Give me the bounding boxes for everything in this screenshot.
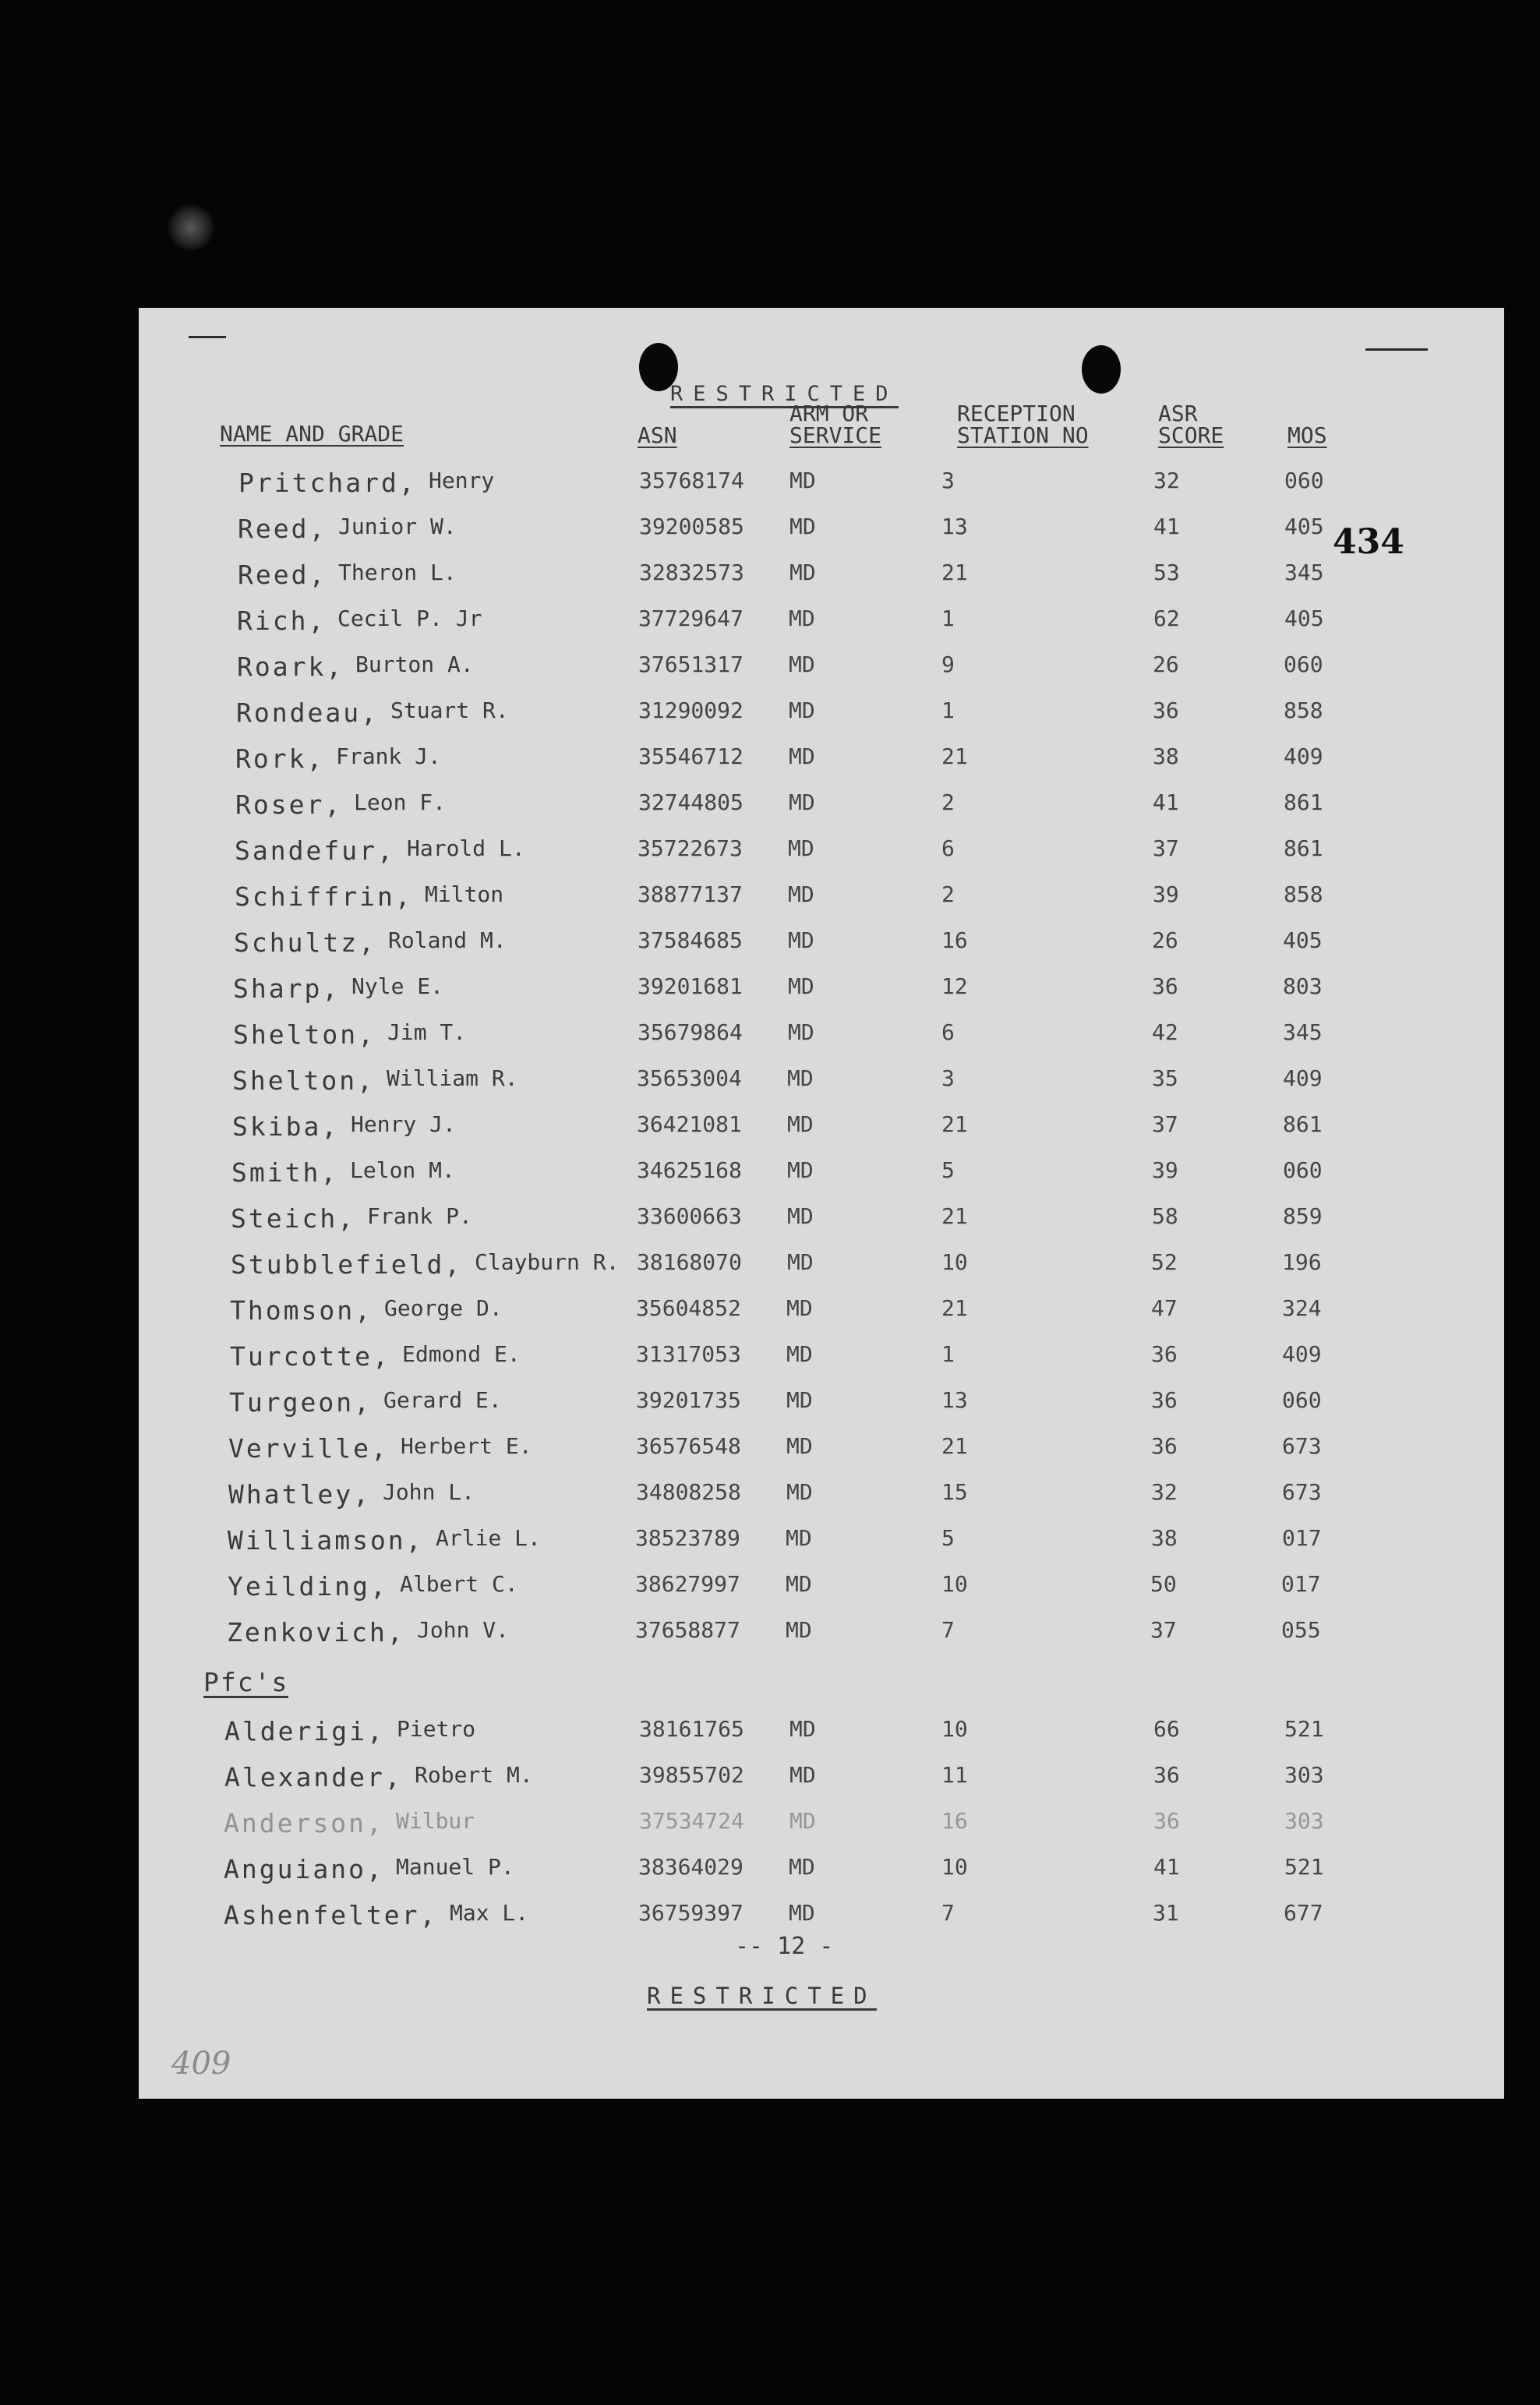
table-row (139, 1387, 1504, 1433)
cell-first-name: Clayburn R. (475, 1249, 620, 1275)
cell-station-no: 12 (941, 973, 968, 999)
table-row (139, 1295, 1504, 1341)
cell-mos: 409 (1283, 1065, 1323, 1091)
cell-asn: 35722673 (638, 835, 743, 861)
cell-arm-service: MD (786, 1387, 813, 1413)
cell-first-name: Cecil P. Jr (337, 606, 482, 631)
cell-last-name: Roser, (235, 789, 343, 820)
cell-asn: 35604852 (636, 1295, 741, 1321)
cell-asn: 36759397 (638, 1900, 744, 1926)
cell-asr-score: 53 (1153, 560, 1180, 585)
table-row (139, 652, 1504, 697)
cell-mos: 521 (1284, 1854, 1324, 1880)
cell-last-name: Whatley, (228, 1479, 371, 1510)
page-number: -- 12 - (735, 1933, 834, 1960)
table-row (139, 1762, 1504, 1808)
cell-station-no: 10 (941, 1571, 968, 1597)
cell-station-no: 21 (941, 560, 968, 585)
cell-mos: 858 (1284, 697, 1323, 723)
group-label-pfc: Pfc's (203, 1667, 289, 1697)
cell-last-name: Reed, (238, 514, 327, 544)
cell-mos: 345 (1284, 560, 1324, 585)
cell-mos: 405 (1283, 927, 1323, 953)
cell-asr-score: 37 (1150, 1617, 1177, 1643)
cell-first-name: Edmond E. (402, 1341, 521, 1367)
cell-asn: 39201735 (636, 1387, 741, 1413)
cell-station-no: 1 (941, 697, 955, 723)
cell-last-name: Schiffrin, (235, 881, 413, 912)
cell-station-no: 21 (941, 1433, 968, 1459)
handwritten-note: 409 (171, 2046, 231, 2082)
col-header-asn (638, 422, 677, 448)
table-row (139, 1065, 1504, 1111)
col-header-name (220, 423, 404, 445)
cell-mos: 017 (1282, 1525, 1322, 1551)
col-header-asn-label: ASN (638, 422, 677, 448)
cell-first-name: Manuel P. (396, 1854, 514, 1880)
table-row (139, 606, 1504, 652)
cell-last-name: Anguiano, (224, 1854, 384, 1884)
cell-asn: 32832573 (639, 560, 744, 585)
cell-last-name: Anderson, (224, 1808, 384, 1838)
cell-asr-score: 52 (1151, 1249, 1178, 1275)
cell-first-name: Stuart R. (390, 697, 509, 723)
cell-first-name: Burton A. (355, 652, 474, 677)
table-row (139, 1479, 1504, 1525)
cell-asr-score: 62 (1153, 606, 1180, 631)
cell-arm-service: MD (789, 652, 815, 677)
roster-rows (139, 468, 1504, 1663)
cell-asr-score: 32 (1151, 1479, 1178, 1505)
cell-last-name: Turgeon, (229, 1387, 372, 1418)
cell-last-name: Stubblefield, (231, 1249, 463, 1280)
cell-arm-service: MD (787, 1065, 814, 1091)
cell-asr-score: 36 (1153, 1762, 1180, 1788)
cell-asn: 35768174 (639, 468, 744, 493)
cell-arm-service: MD (786, 1617, 812, 1643)
cell-mos: 673 (1282, 1433, 1322, 1459)
cell-last-name: Zenkovich, (227, 1617, 405, 1647)
cell-station-no: 3 (941, 468, 955, 493)
cell-arm-service: MD (789, 1716, 816, 1742)
cell-arm-service: MD (788, 881, 814, 907)
cell-asn: 38364029 (638, 1854, 744, 1880)
cell-mos: 521 (1284, 1716, 1324, 1742)
cell-asn: 37651317 (638, 652, 744, 677)
cell-first-name: Milton (425, 881, 504, 907)
cell-station-no: 10 (941, 1854, 968, 1880)
cell-asr-score: 41 (1153, 514, 1180, 539)
cell-last-name: Sharp, (233, 973, 341, 1004)
table-row (139, 697, 1504, 743)
cell-station-no: 1 (941, 606, 955, 631)
cell-first-name: Leon F. (354, 789, 447, 815)
table-row (139, 973, 1504, 1019)
cell-mos: 861 (1283, 1111, 1323, 1137)
table-row (139, 835, 1504, 881)
cell-mos: 345 (1283, 1019, 1323, 1045)
cell-arm-service: MD (787, 1157, 814, 1183)
cell-asn: 39200585 (639, 514, 744, 539)
cell-first-name: Albert C. (400, 1571, 518, 1597)
cell-asr-score: 50 (1150, 1571, 1177, 1597)
cell-asn: 38161765 (639, 1716, 744, 1742)
cell-asn: 36576548 (636, 1433, 741, 1459)
cell-arm-service: MD (786, 1525, 812, 1551)
cell-asn: 31317053 (636, 1341, 741, 1367)
cell-asr-score: 39 (1153, 881, 1179, 907)
cell-arm-service: MD (786, 1571, 812, 1597)
cell-asr-score: 58 (1152, 1203, 1178, 1229)
cell-station-no: 21 (941, 1295, 968, 1321)
cell-arm-service: MD (789, 1808, 816, 1834)
cell-asn: 37584685 (638, 927, 743, 953)
cell-asn: 39855702 (639, 1762, 744, 1788)
cell-last-name: Skiba, (232, 1111, 340, 1142)
table-row (139, 1249, 1504, 1295)
cell-asr-score: 26 (1152, 927, 1178, 953)
cell-asn: 35679864 (638, 1019, 743, 1045)
col-header-mos-label: MOS (1287, 422, 1327, 448)
cell-first-name: Max L. (450, 1900, 529, 1926)
cell-asn: 38627997 (635, 1571, 740, 1597)
table-row (139, 1808, 1504, 1854)
cell-mos: 303 (1284, 1808, 1324, 1834)
cell-last-name: Rork, (235, 743, 325, 774)
group-heading (139, 1663, 1504, 1716)
cell-asr-score: 38 (1151, 1525, 1178, 1551)
cell-asr-score: 36 (1151, 1341, 1178, 1367)
cell-last-name: Schultz, (234, 927, 376, 958)
cell-asn: 37658877 (635, 1617, 740, 1643)
cell-mos: 060 (1283, 1157, 1323, 1183)
table-row (139, 789, 1504, 835)
cell-last-name: Roark, (237, 652, 344, 682)
cell-asn: 37729647 (638, 606, 744, 631)
cell-arm-service: MD (789, 514, 816, 539)
cell-first-name: Arlie L. (436, 1525, 541, 1551)
cell-mos: 673 (1282, 1479, 1322, 1505)
cell-station-no: 10 (941, 1716, 968, 1742)
cell-asr-score: 35 (1152, 1065, 1178, 1091)
cell-arm-service: MD (789, 743, 815, 769)
cell-station-no: 11 (941, 1762, 968, 1788)
cell-mos: 055 (1281, 1617, 1321, 1643)
cell-mos: 677 (1284, 1900, 1323, 1926)
cell-asn: 31290092 (638, 697, 744, 723)
cell-asn: 37534724 (639, 1808, 744, 1834)
cell-asn: 38523789 (635, 1525, 740, 1551)
edge-mark-right (1365, 348, 1428, 351)
cell-last-name: Yeilding, (228, 1571, 388, 1602)
cell-asr-score: 37 (1153, 835, 1179, 861)
cell-asr-score: 26 (1153, 652, 1179, 677)
table-row (139, 927, 1504, 973)
cell-station-no: 13 (941, 1387, 968, 1413)
document-page (139, 308, 1504, 2099)
cell-mos: 409 (1282, 1341, 1322, 1367)
cell-mos: 861 (1284, 835, 1323, 861)
cell-asr-score: 41 (1153, 1854, 1180, 1880)
cell-arm-service: MD (788, 1019, 814, 1045)
cell-asn: 36421081 (637, 1111, 742, 1137)
cell-station-no: 9 (941, 652, 955, 677)
table-row (139, 1019, 1504, 1065)
cell-station-no: 16 (941, 1808, 968, 1834)
cell-arm-service: MD (788, 835, 814, 861)
cell-last-name: Smith, (231, 1157, 339, 1188)
cell-station-no: 2 (941, 881, 955, 907)
col-header-name-label: NAME AND GRADE (220, 421, 404, 447)
cell-asn: 33600663 (637, 1203, 742, 1229)
cell-mos: 017 (1281, 1571, 1321, 1597)
cell-arm-service: MD (786, 1479, 813, 1505)
cell-arm-service: MD (786, 1433, 813, 1459)
cell-last-name: Shelton, (233, 1019, 376, 1050)
table-row (139, 1571, 1504, 1617)
cell-station-no: 16 (941, 927, 968, 953)
cell-asr-score: 41 (1153, 789, 1179, 815)
col-header-mos (1287, 422, 1327, 448)
cell-arm-service: MD (789, 560, 816, 585)
cell-asn: 39201681 (638, 973, 743, 999)
cell-mos: 196 (1282, 1249, 1322, 1275)
cell-last-name: Shelton, (232, 1065, 375, 1096)
cell-first-name: Theron L. (338, 560, 457, 585)
col-header-station-line1: RECEPTION (957, 401, 1076, 426)
col-header-arm-line1: ARM OR (789, 401, 869, 426)
cell-mos: 303 (1284, 1762, 1324, 1788)
cell-station-no: 1 (941, 1341, 955, 1367)
table-row (139, 743, 1504, 789)
cell-first-name: Gerard E. (383, 1387, 502, 1413)
cell-first-name: Harold L. (407, 835, 525, 861)
cell-first-name: Pietro (397, 1716, 476, 1742)
cell-first-name: John L. (383, 1479, 475, 1505)
cell-asn: 34625168 (637, 1157, 742, 1183)
punch-hole-right (1082, 345, 1121, 394)
table-row (139, 468, 1504, 514)
table-row (139, 1525, 1504, 1571)
cell-station-no: 3 (941, 1065, 955, 1091)
cell-arm-service: MD (786, 1341, 813, 1367)
cell-asr-score: 31 (1153, 1900, 1179, 1926)
cell-arm-service: MD (786, 1295, 813, 1321)
cell-last-name: Rich, (237, 606, 327, 636)
cell-first-name: Henry (429, 468, 495, 493)
cell-last-name: Rondeau, (236, 697, 379, 728)
cell-asn: 35653004 (637, 1065, 742, 1091)
cell-mos: 060 (1282, 1387, 1322, 1413)
cell-first-name: Junior W. (338, 514, 457, 539)
cell-last-name: Verville, (228, 1433, 389, 1464)
cell-first-name: Henry J. (351, 1111, 456, 1137)
col-header-asr-line2: SCORE (1158, 422, 1224, 448)
cell-first-name: Herbert E. (401, 1433, 532, 1459)
cell-station-no: 15 (941, 1479, 968, 1505)
cell-asr-score: 36 (1152, 973, 1178, 999)
cell-mos: 861 (1284, 789, 1323, 815)
cell-asr-score: 36 (1151, 1387, 1178, 1413)
col-header-asr (1158, 403, 1224, 447)
cell-last-name: Ashenfelter, (224, 1900, 438, 1930)
cell-station-no: 7 (941, 1900, 955, 1926)
cell-arm-service: MD (787, 1203, 814, 1229)
table-row (139, 1203, 1504, 1249)
col-header-asr-line1: ASR (1158, 401, 1198, 426)
cell-asr-score: 36 (1153, 1808, 1180, 1834)
edge-mark-left (189, 336, 226, 338)
cell-last-name: Sandefur, (235, 835, 395, 866)
cell-station-no: 6 (941, 1019, 955, 1045)
cell-mos: 405 (1284, 514, 1324, 539)
cell-arm-service: MD (788, 973, 814, 999)
table-row (139, 1157, 1504, 1203)
cell-asn: 34808258 (636, 1479, 741, 1505)
cell-asr-score: 42 (1152, 1019, 1178, 1045)
cell-asr-score: 37 (1152, 1111, 1178, 1137)
cell-station-no: 21 (941, 1203, 968, 1229)
table-row (139, 560, 1504, 606)
film-smudge (168, 204, 214, 251)
cell-arm-service: MD (789, 468, 816, 493)
cell-arm-service: MD (789, 1762, 816, 1788)
cell-first-name: Nyle E. (351, 973, 444, 999)
cell-asn: 38877137 (638, 881, 743, 907)
cell-first-name: Frank J. (336, 743, 441, 769)
cell-station-no: 10 (941, 1249, 968, 1275)
cell-last-name: Thomson, (230, 1295, 373, 1326)
cell-asr-score: 36 (1151, 1433, 1178, 1459)
cell-last-name: Alexander, (224, 1762, 403, 1792)
cell-arm-service: MD (789, 789, 815, 815)
cell-first-name: Roland M. (388, 927, 507, 953)
cell-arm-service: MD (789, 697, 815, 723)
header-restricted: RESTRICTED (670, 383, 899, 408)
cell-mos: 409 (1284, 743, 1323, 769)
cell-last-name: Reed, (238, 560, 327, 590)
cell-station-no: 13 (941, 514, 968, 539)
cell-first-name: Jim T. (387, 1019, 467, 1045)
cell-first-name: Robert M. (415, 1762, 533, 1788)
cell-last-name: Alderigi, (224, 1716, 385, 1746)
cell-mos: 060 (1284, 652, 1323, 677)
cell-arm-service: MD (788, 927, 814, 953)
table-row (139, 1854, 1504, 1900)
cell-last-name: Williamson, (228, 1525, 424, 1556)
cell-first-name: William R. (387, 1065, 518, 1091)
cell-asr-score: 32 (1153, 468, 1180, 493)
cell-station-no: 5 (941, 1525, 955, 1551)
roster-table (139, 468, 1504, 1946)
col-header-arm (789, 403, 881, 447)
cell-asr-score: 39 (1152, 1157, 1178, 1183)
cell-arm-service: MD (787, 1249, 814, 1275)
table-row (139, 514, 1504, 560)
table-row (139, 1433, 1504, 1479)
cell-asr-score: 66 (1153, 1716, 1180, 1742)
cell-mos: 405 (1284, 606, 1324, 631)
cell-mos: 324 (1282, 1295, 1322, 1321)
cell-station-no: 5 (941, 1157, 955, 1183)
cell-arm-service: MD (789, 1900, 815, 1926)
table-row (139, 1716, 1504, 1762)
cell-arm-service: MD (787, 1111, 814, 1137)
col-header-arm-line2: SERVICE (789, 422, 882, 448)
cell-first-name: George D. (384, 1295, 503, 1321)
cell-station-no: 21 (941, 743, 968, 769)
cell-mos: 858 (1284, 881, 1323, 907)
cell-first-name: Lelon M. (350, 1157, 455, 1183)
table-row (139, 1617, 1504, 1663)
cell-mos: 859 (1283, 1203, 1323, 1229)
cell-first-name: John V. (417, 1617, 510, 1643)
cell-asr-score: 36 (1153, 697, 1179, 723)
cell-first-name: Frank P. (367, 1203, 472, 1229)
table-row (139, 881, 1504, 927)
cell-asr-score: 47 (1151, 1295, 1178, 1321)
cell-station-no: 6 (941, 835, 955, 861)
table-row (139, 1341, 1504, 1387)
cell-last-name: Pritchard, (238, 468, 417, 498)
cell-asn: 38168070 (637, 1249, 742, 1275)
cell-mos: 803 (1283, 973, 1323, 999)
cell-asn: 32744805 (638, 789, 744, 815)
cell-station-no: 7 (941, 1617, 955, 1643)
cell-asn: 35546712 (638, 743, 744, 769)
cell-station-no: 21 (941, 1111, 968, 1137)
cell-first-name: Wilbur (396, 1808, 475, 1834)
table-row (139, 1111, 1504, 1157)
cell-last-name: Steich, (231, 1203, 356, 1234)
cell-last-name: Turcotte, (230, 1341, 390, 1372)
cell-station-no: 2 (941, 789, 955, 815)
col-header-station-line2: STATION NO (957, 422, 1089, 448)
col-header-station (957, 403, 1089, 447)
cell-arm-service: MD (789, 606, 815, 631)
roster-rows-pfc (139, 1716, 1504, 1946)
footer-restricted: RESTRICTED (647, 1983, 877, 2009)
cell-arm-service: MD (789, 1854, 815, 1880)
cell-mos: 060 (1284, 468, 1324, 493)
cell-asr-score: 38 (1153, 743, 1179, 769)
page-stamp-number: 434 (1333, 522, 1404, 562)
